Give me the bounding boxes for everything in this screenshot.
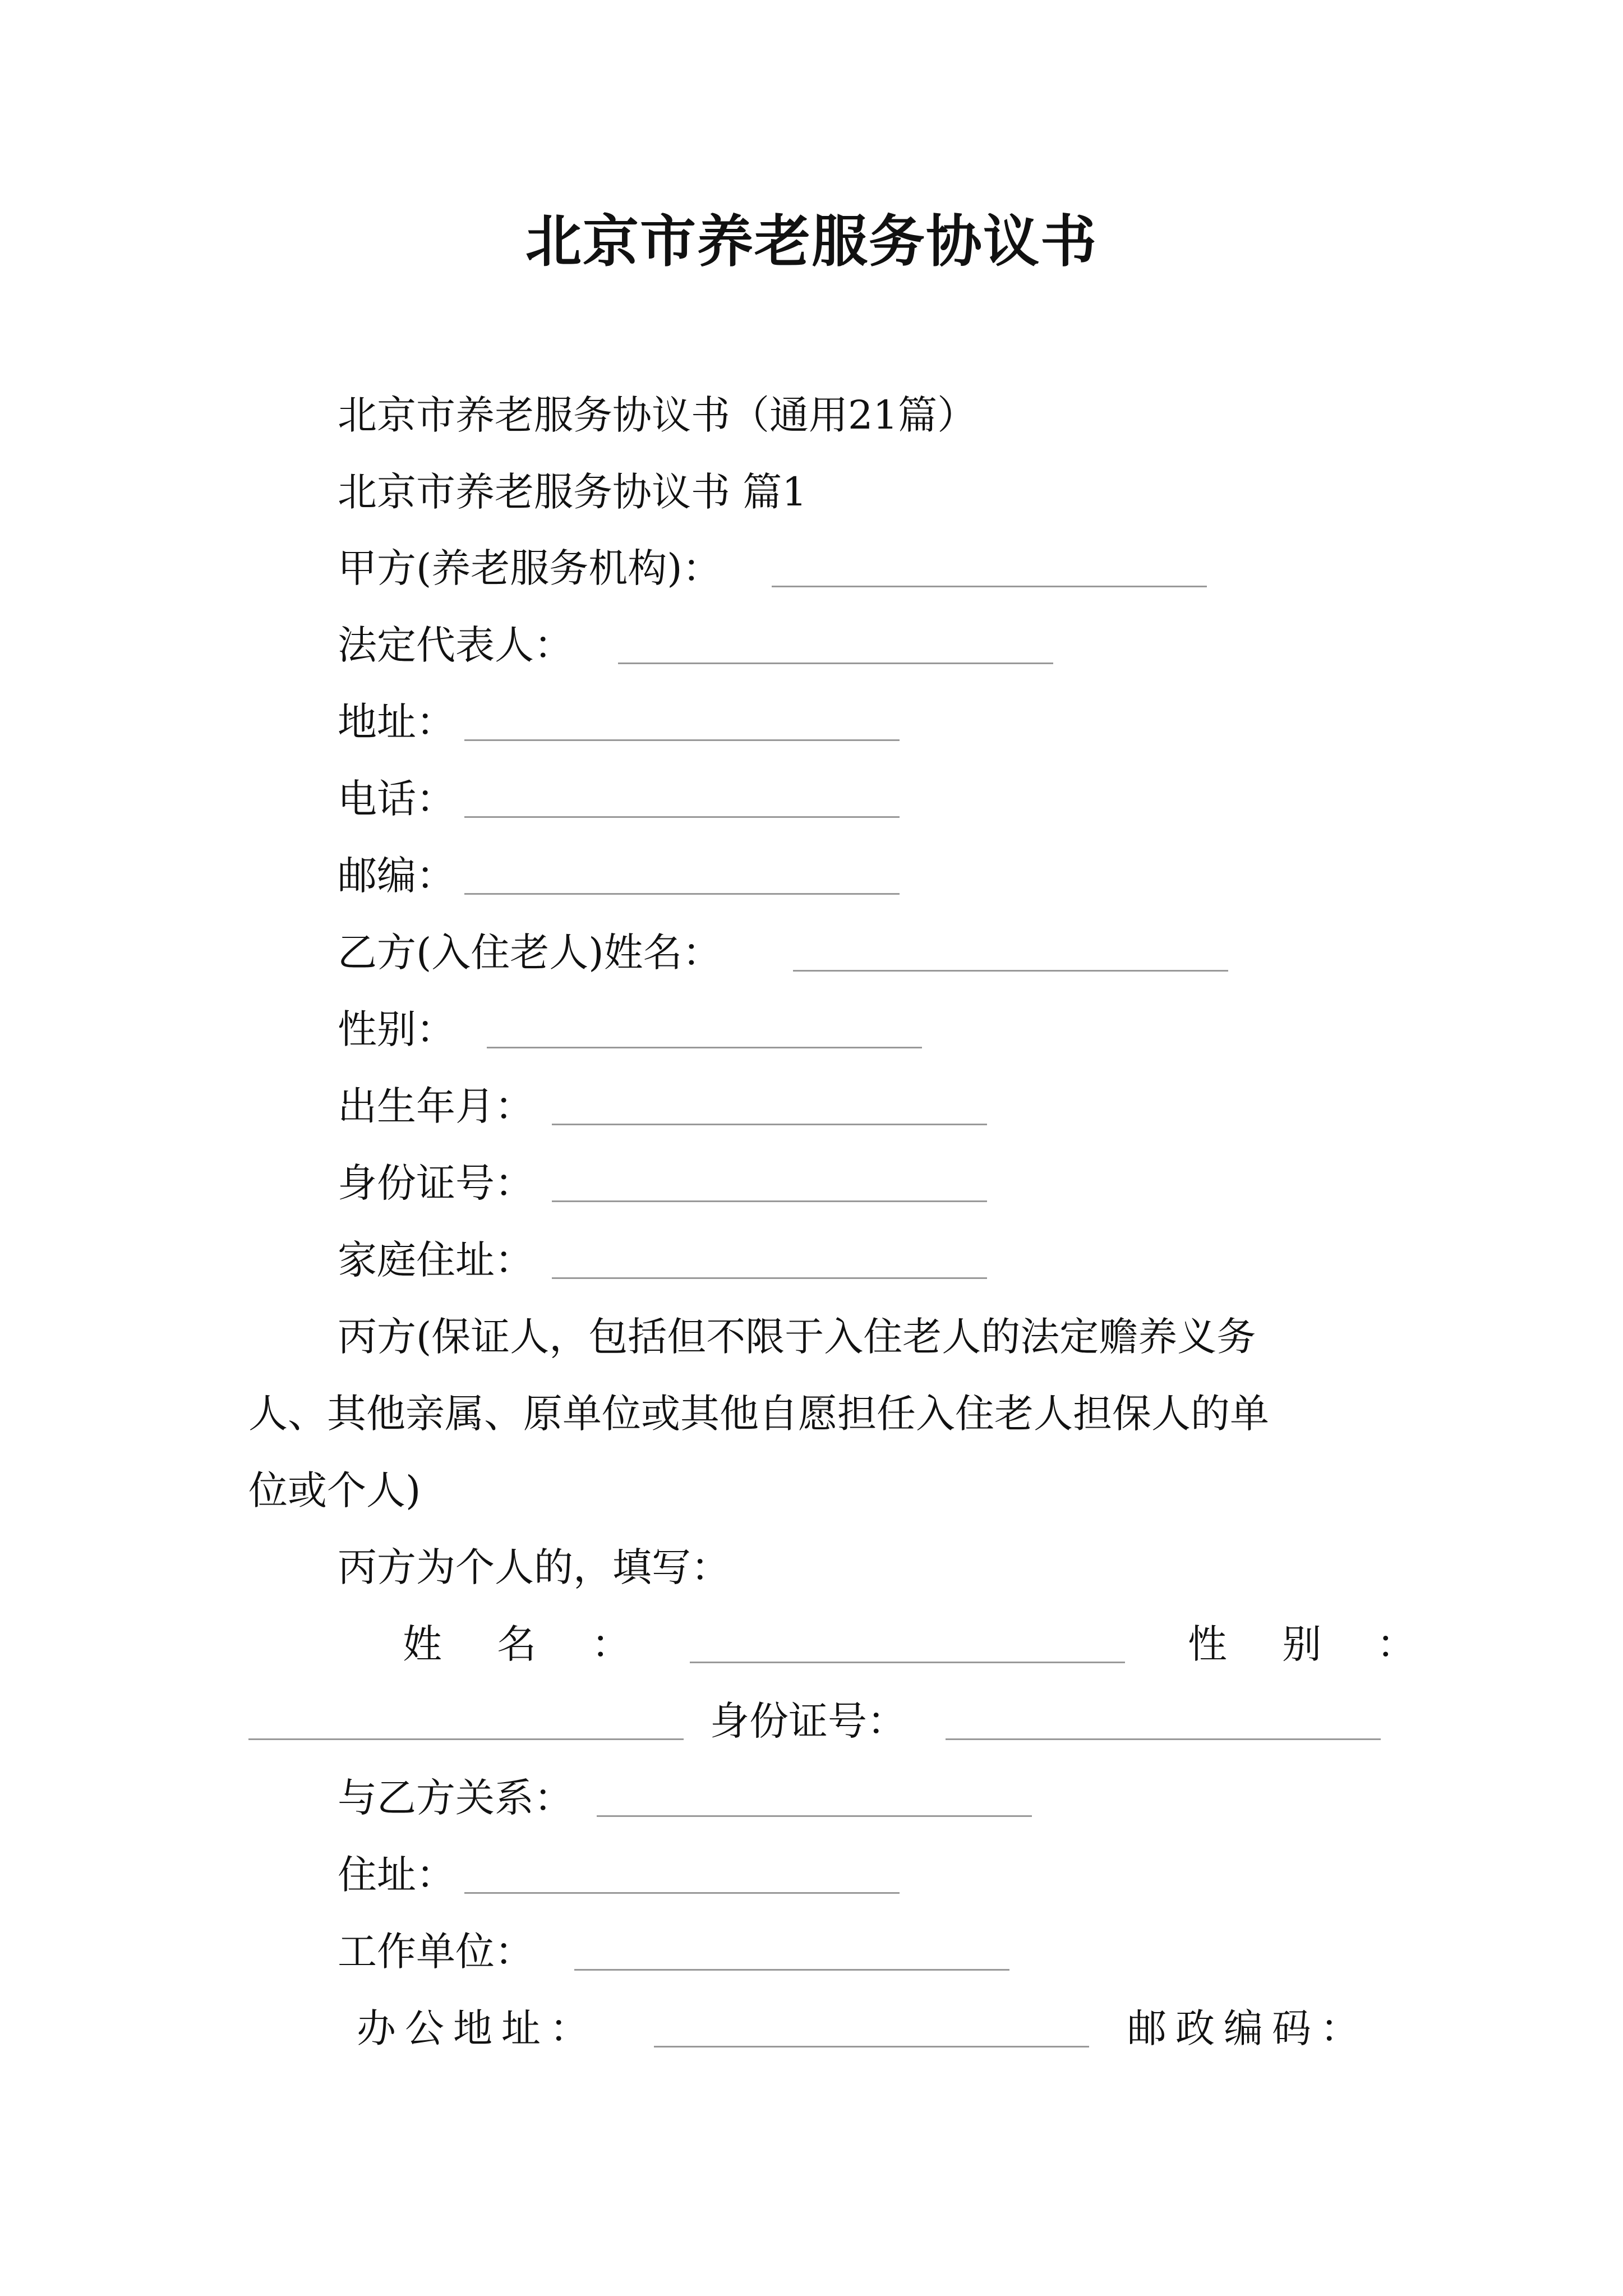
document-title: 北京市养老服务协议书 — [525, 208, 1098, 274]
party-a-address-label: 地址： — [338, 699, 455, 745]
party-c-relation-label: 与乙方关系： — [338, 1775, 573, 1821]
party-b-birth-label: 出生年月： — [338, 1083, 534, 1129]
party-c-office-label: 办公地址： — [357, 2005, 598, 2051]
party-c-name-field[interactable] — [690, 1662, 1125, 1663]
party-b-home-label: 家庭住址： — [338, 1237, 534, 1283]
party-c-intro-line-3: 位或个人) — [248, 1467, 421, 1513]
subtitle: 北京市养老服务协议书（通用21篇） — [338, 392, 977, 438]
party-b-gender-label: 性别： — [338, 1006, 455, 1052]
party-c-relation-field[interactable] — [597, 1815, 1032, 1817]
party-a-institution-field[interactable] — [772, 586, 1207, 587]
party-c-intro-line-2: 人、其他亲属、原单位或其他自愿担任入住老人担保人的单 — [248, 1391, 1269, 1437]
party-b-name-label: 乙方(入住老人)姓名： — [338, 930, 722, 976]
party-c-gender-field[interactable] — [248, 1738, 684, 1740]
party-c-individual-heading: 丙方为个人的，填写： — [338, 1544, 730, 1590]
party-a-phone-field[interactable] — [464, 816, 900, 818]
party-c-work-field[interactable] — [574, 1969, 1009, 1971]
party-c-intro-line-1: 丙方(保证人，包括但不限于入住老人的法定赡养义务 — [338, 1314, 1256, 1360]
party-b-id-field[interactable] — [552, 1200, 987, 1202]
party-c-id-field[interactable] — [946, 1738, 1381, 1740]
party-a-postcode-label: 邮编： — [338, 853, 455, 899]
party-c-id-label: 身份证号： — [710, 1698, 906, 1744]
party-c-name-label: 姓 名 ： — [403, 1621, 652, 1667]
party-a-postcode-field[interactable] — [464, 893, 900, 895]
party-c-postal-label: 邮政编码： — [1127, 2005, 1368, 2051]
party-a-institution-label: 甲方(养老服务机构)： — [338, 545, 722, 591]
party-a-legal-rep-field[interactable] — [618, 662, 1053, 664]
party-a-address-field[interactable] — [464, 739, 900, 741]
party-c-address-field[interactable] — [464, 1892, 900, 1894]
party-a-legal-rep-label: 法定代表人： — [338, 622, 573, 668]
party-b-birth-field[interactable] — [552, 1124, 987, 1125]
party-b-id-label: 身份证号： — [338, 1160, 534, 1206]
party-c-address-label: 住址： — [338, 1852, 455, 1898]
party-c-work-label: 工作单位： — [338, 1929, 534, 1975]
party-b-name-field[interactable] — [793, 970, 1228, 972]
party-b-home-field[interactable] — [552, 1277, 987, 1279]
party-c-office-field[interactable] — [654, 2046, 1089, 2047]
party-b-gender-field[interactable] — [487, 1047, 922, 1048]
section-heading: 北京市养老服务协议书 篇1 — [338, 469, 807, 515]
party-c-gender-label: 性 别 ： — [1188, 1621, 1437, 1667]
party-a-phone-label: 电话： — [338, 776, 455, 822]
